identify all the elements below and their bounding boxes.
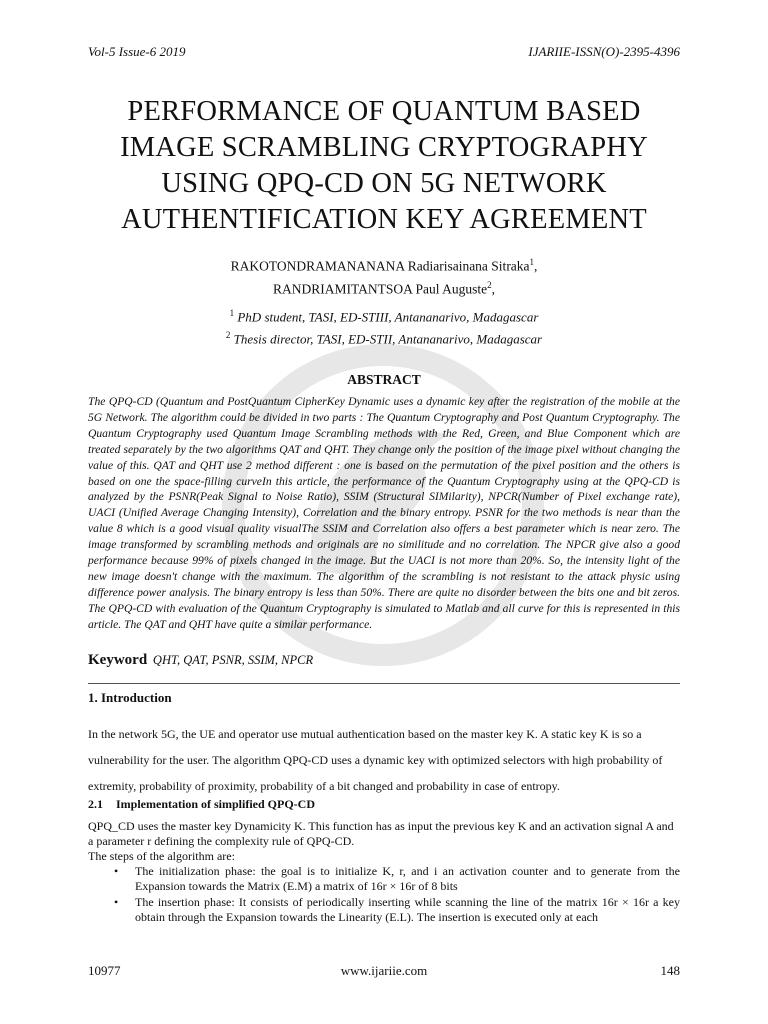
subsection-number: 2.1 — [88, 797, 103, 811]
author-name: RAKOTONDRAMANANANA Radiarisainana Sitraka — [230, 258, 530, 274]
algorithm-steps-list — [88, 864, 680, 926]
header-issn: IJARIIE-ISSN(O)-2395-4396 — [528, 44, 680, 59]
list-item-text: The initialization phase: the goal is to initialize K, r, and i an activation counter and to generate from the Expansion towards the Matrix (E.M) a matrix of 16r × 16r of 8 bits — [135, 864, 680, 893]
list-item — [88, 895, 680, 924]
footer-page-number: 148 — [660, 963, 680, 978]
affiliation-superscript: 2 — [225, 330, 231, 341]
affiliation-text: PhD student, TASI, ED-STIII, Antananarivo, Madagascar — [234, 309, 539, 325]
abstract-body: The QPQ-CD (Quantum and PostQuantum CipherKey Dynamic uses a dynamic key after the registration of the mobile at the 5G Network. The algorithm could be divided in two parts : The Quantum Cryptography and Post Quantum Cryptography. The Quantum Cryptography used Quantum Image Scrambling methods with the Red, Green, and Blue Component which are treated separately by the two algorithms QAT and QHT. They change only the position of the image pixel without changing the value of this. QAT and QHT use 2 method different : one is based on the permutation of the pixel position and the others is based on one the space-filling curveIn this article, the performance of the Quantum Cryptography using at the QPQ-CD is analyzed by the PSNR(Peak Signal to Noise Ratio), SSIM (Structural SIMilarity), NPCR(Number of Pixel exchange rate), UACI (Unified Average Changing Intensity), Correlation and the binary entropy. PSNR for the two methods is near than the value 8 which is a good visual quality visualThe SSIM and Correlation also offers a best parameter which is near zero. The image transformed by scrambling methods and originals are no similitude and no correlation. The NPCR give also a good performance because 99% of pixels changed in the image. But the UACI is not more than 20%. So, the intensity light of the new image doesn't change with the maximum. The algorithm of the scrambling is not resistant to the attack physic using difference power analysis. The binary entropy is less than 50%. There are quite no disorder between the bits one and bit zeros. The QPQ-CD with evaluation of the Quantum Cryptography is simulated to Matlab and all curve for this is represented in this article. The QAT and QHT have quite a similar performance. — [88, 395, 680, 631]
abstract-heading: ABSTRACT — [347, 372, 421, 387]
keywords-line — [88, 652, 680, 669]
list-item-text: The insertion phase: It consists of periodically inserting while scanning the line of the matrix 16r × 16r a key obtain through the Expansion towards the Linearity (E.L). The insertion is executed only at each — [135, 895, 680, 924]
author-separator: , — [534, 258, 538, 274]
title-line: AUTHENTIFICATION KEY AGREEMENT — [121, 204, 647, 235]
subsection-paragraph: QPQ_CD uses the master key Dynamicity K. This function has as input the previous key K and an activation signal A and a parameter r defining the complexity rule of QPQ-CD. — [88, 819, 674, 848]
steps-label: The steps of the algorithm are: — [88, 849, 235, 863]
list-item — [88, 864, 680, 893]
bullet-icon: • — [114, 864, 119, 878]
title-line: IMAGE SCRAMBLING CRYPTOGRAPHY — [120, 132, 648, 163]
author-list — [60, 253, 708, 298]
author-separator: , — [491, 281, 496, 296]
author-superscript: 2 — [487, 279, 492, 290]
title-line: USING QPQ-CD ON 5G NETWORK — [161, 168, 607, 199]
keywords-values: QHT, QAT, PSNR, SSIM, NPCR — [152, 653, 314, 667]
author-superscript: 1 — [529, 257, 535, 267]
subsection-title: Implementation of simplified QPQ-CD — [116, 797, 315, 811]
author-name: RANDRIAMITANTSOA Paul Auguste — [272, 281, 488, 296]
footer-website: www.ijariie.com — [340, 963, 428, 978]
keywords-label: Keyword — [88, 652, 148, 668]
affiliation-list — [60, 304, 708, 349]
footer-article-number: 10977 — [88, 963, 121, 978]
header-volume-issue: Vol-5 Issue-6 2019 — [88, 44, 186, 59]
bullet-icon: • — [114, 895, 119, 909]
section-heading-introduction: 1. Introduction — [88, 690, 172, 705]
introduction-body: In the network 5G, the UE and operator use mutual authentication based on the master key K. A static key K is so a vulnerability for the user. The algorithm QPQ-CD uses a dynamic key with optimized selectors with high probability of extremity, probability of proximity, probability of a bit changed and probability in case of entropy. — [88, 727, 663, 793]
title-line: PERFORMANCE OF QUANTUM BASED — [127, 96, 641, 127]
affiliation-superscript: 1 — [229, 308, 235, 318]
affiliation-text: Thesis director, TASI, ED-STII, Antananarivo, Madagascar — [230, 331, 543, 347]
subsection-heading-2-1 — [88, 797, 315, 812]
paper-title — [60, 94, 708, 238]
section-divider — [88, 683, 680, 684]
